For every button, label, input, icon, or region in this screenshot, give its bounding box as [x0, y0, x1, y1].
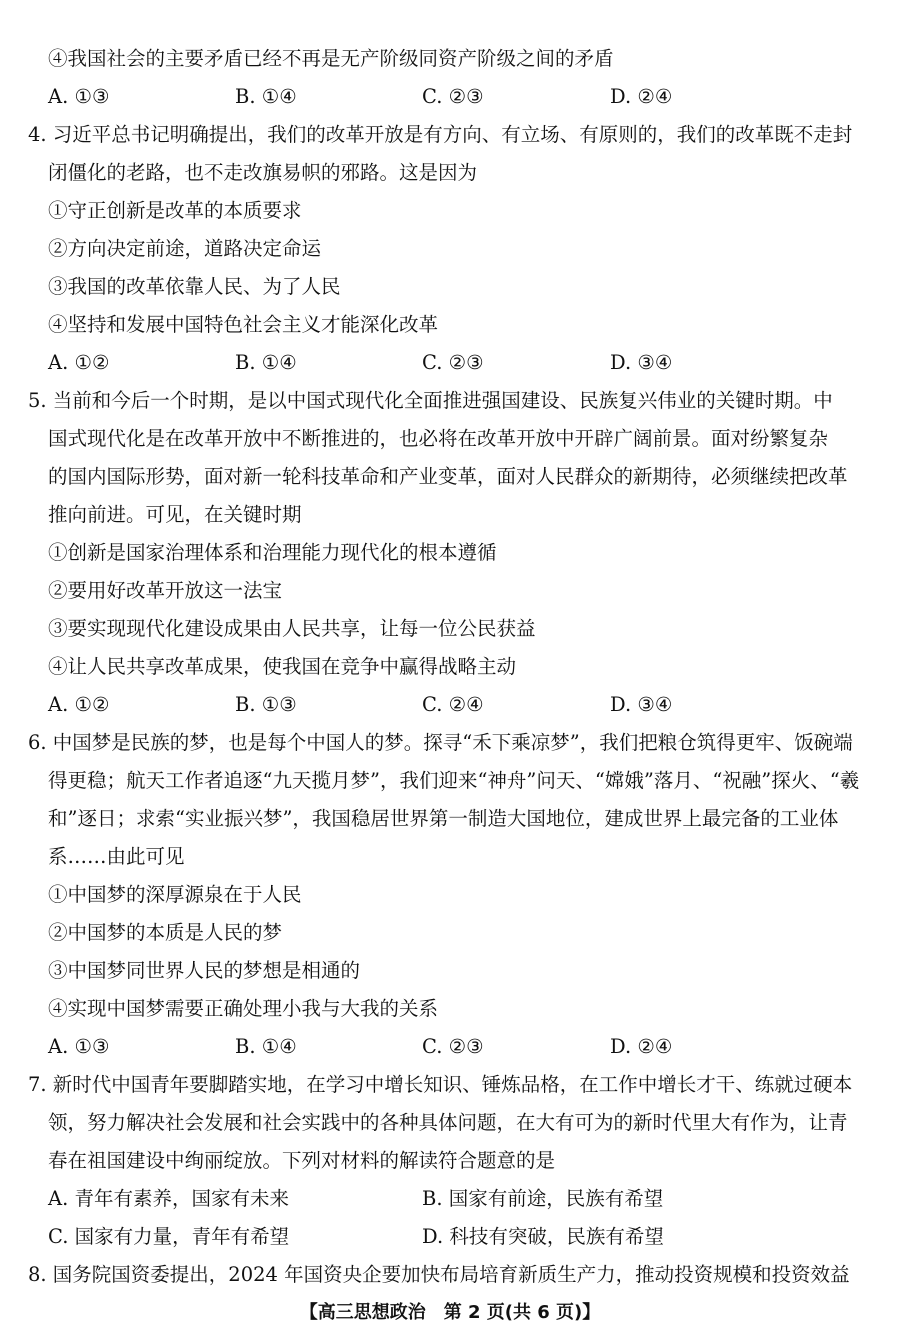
- q7-choice-a: A. 青年有素养，国家有未来: [48, 1187, 289, 1210]
- q5-choice-d: D. ③④: [610, 693, 673, 716]
- q6-item-2: ②中国梦的本质是人民的梦: [48, 921, 283, 944]
- q6-item-1: ①中国梦的深厚源泉在于人民: [48, 883, 302, 906]
- q8-stem-line-1: 8. 国务院国资委提出，2024 年国资央企要加快布局培育新质生产力，推动投资规模和投资效益: [28, 1263, 850, 1286]
- q5-item-2: ②要用好改革开放这一法宝: [48, 579, 283, 602]
- q6-choice-b: B. ①④: [235, 1035, 297, 1058]
- page-footer: 【高三思想政治 第 2 页(共 6 页)】: [299, 1302, 601, 1323]
- q5-stem-line-4: 推向前进。可见，在关键时期: [48, 503, 302, 526]
- q6-item-4: ④实现中国梦需要正确处理小我与大我的关系: [48, 997, 439, 1020]
- q3-item-4: ④我国社会的主要矛盾已经不再是无产阶级同资产阶级之间的矛盾: [48, 47, 614, 70]
- q3-choice-d: D. ②④: [610, 85, 673, 108]
- q4-choice-b: B. ①④: [235, 351, 297, 374]
- q5-item-3: ③要实现现代化建设成果由人民共享，让每一位公民获益: [48, 617, 536, 640]
- q4-choice-d: D. ③④: [610, 351, 673, 374]
- q6-stem-line-2: 得更稳；航天工作者追逐“九天揽月梦”，我们迎来“神舟”问天、“嫦娥”落月、“祝融”探火、“羲: [48, 769, 860, 792]
- q5-item-4: ④让人民共享改革成果，使我国在竞争中赢得战略主动: [48, 655, 517, 678]
- q6-stem-line-3: 和”逐日；求索“实业振兴梦”，我国稳居世界第一制造大国地位，建成世界上最完备的工业体: [48, 807, 839, 830]
- q4-stem-line-2: 闭僵化的老路，也不走改旗易帜的邪路。这是因为: [48, 161, 478, 184]
- q7-stem-line-1: 7. 新时代中国青年要脚踏实地，在学习中增长知识、锤炼品格，在工作中增长才干、练就过硬本: [28, 1073, 853, 1096]
- q7-choice-d: D. 科技有突破，民族有希望: [422, 1225, 664, 1248]
- q5-item-1: ①创新是国家治理体系和治理能力现代化的根本遵循: [48, 541, 497, 564]
- q6-choice-c: C. ②③: [422, 1035, 484, 1058]
- q4-stem-line-1: 4. 习近平总书记明确提出，我们的改革开放是有方向、有立场、有原则的，我们的改革既不走封: [28, 123, 853, 146]
- q5-stem-line-2: 国式现代化是在改革开放中不断推进的，也必将在改革开放中开辟广阔前景。面对纷繁复杂: [48, 427, 829, 450]
- q7-choice-c: C. 国家有力量，青年有希望: [48, 1225, 290, 1248]
- q4-item-2: ②方向决定前途，道路决定命运: [48, 237, 322, 260]
- q6-choice-a: A. ①③: [48, 1035, 110, 1058]
- q6-item-3: ③中国梦同世界人民的梦想是相通的: [48, 959, 361, 982]
- q4-item-1: ①守正创新是改革的本质要求: [48, 199, 302, 222]
- q7-choice-b: B. 国家有前途，民族有希望: [422, 1187, 664, 1210]
- q5-choice-c: C. ②④: [422, 693, 484, 716]
- q4-choice-c: C. ②③: [422, 351, 484, 374]
- q5-stem-line-1: 5. 当前和今后一个时期，是以中国式现代化全面推进强国建设、民族复兴伟业的关键时期。中: [28, 389, 833, 412]
- q4-choice-a: A. ①②: [48, 351, 110, 374]
- q4-item-3: ③我国的改革依靠人民、为了人民: [48, 275, 341, 298]
- q6-stem-line-1: 6. 中国梦是民族的梦，也是每个中国人的梦。探寻“禾下乘凉梦”，我们把粮仓筑得更牢、饭碗端: [28, 731, 853, 754]
- q3-choice-b: B. ①④: [235, 85, 297, 108]
- q3-choice-c: C. ②③: [422, 85, 484, 108]
- q5-choice-a: A. ①②: [48, 693, 110, 716]
- q6-stem-line-4: 系……由此可见: [48, 845, 185, 868]
- q7-stem-line-3: 春在祖国建设中绚丽绽放。下列对材料的解读符合题意的是: [48, 1149, 556, 1172]
- q3-choice-a: A. ①③: [48, 85, 110, 108]
- q5-stem-line-3: 的国内国际形势，面对新一轮科技革命和产业变革，面对人民群众的新期待，必须继续把改革: [48, 465, 848, 488]
- q5-choice-b: B. ①③: [235, 693, 297, 716]
- q4-item-4: ④坚持和发展中国特色社会主义才能深化改革: [48, 313, 439, 336]
- q6-choice-d: D. ②④: [610, 1035, 673, 1058]
- q7-stem-line-2: 领，努力解决社会发展和社会实践中的各种具体问题，在大有可为的新时代里大有作为，让青: [48, 1111, 848, 1134]
